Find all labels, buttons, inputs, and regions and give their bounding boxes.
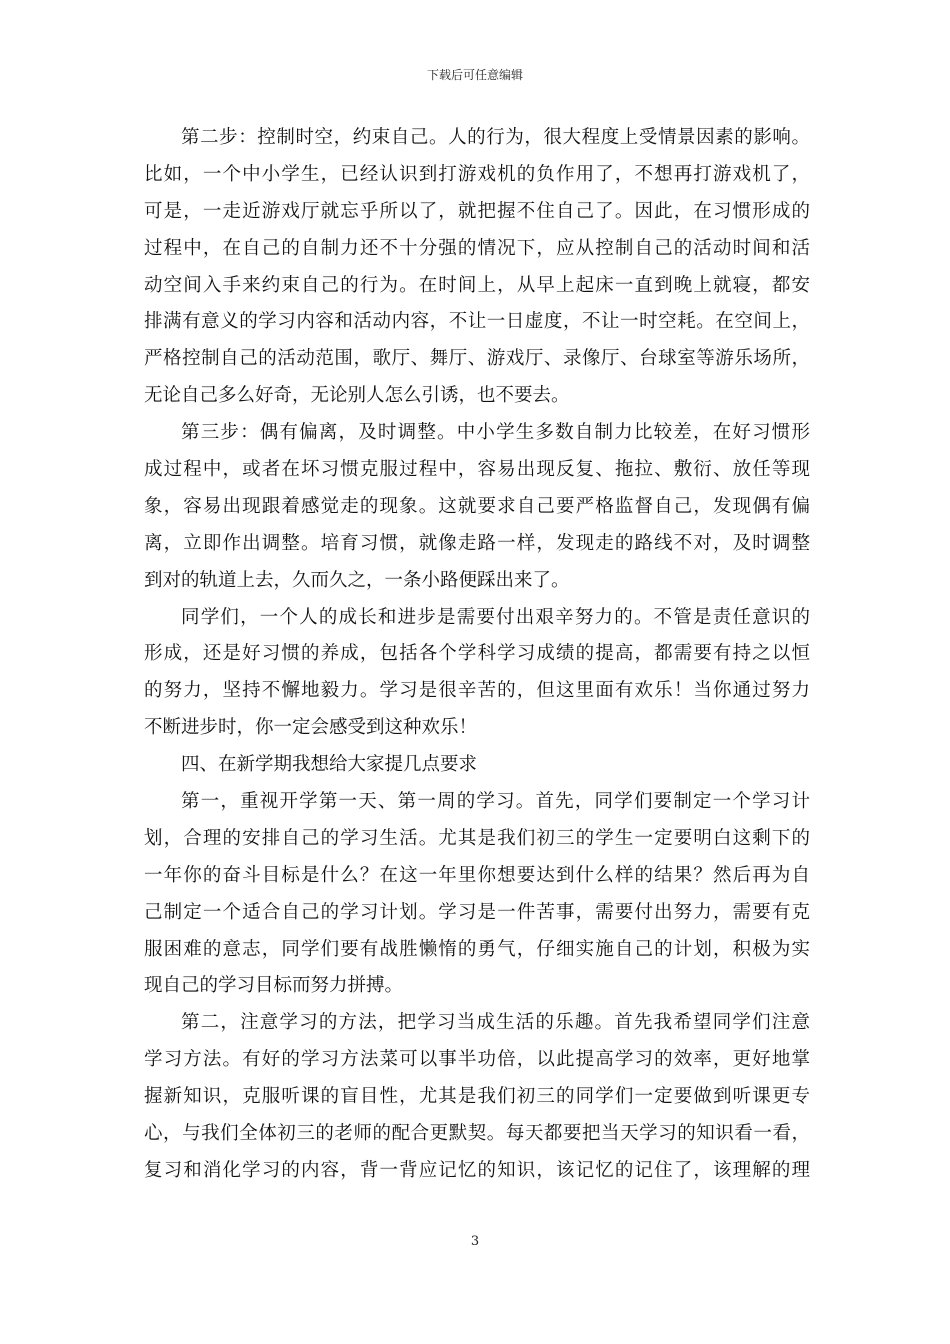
paragraph-line: 可是，一走近游戏厅就忘乎所以了，就把握不住自己了。因此，在习惯形成的 (144, 200, 810, 222)
paragraph-line: 己制定一个适合自己的学习计划。学习是一件苦事，需要付出努力，需要有克 (144, 901, 810, 923)
paragraph-line: 比如，一个中小学生，已经认识到打游戏机的负作用了，不想再打游戏机了， (144, 163, 810, 185)
paragraph-line: 不断进步时，你一定会感受到这种欢乐！ (144, 717, 478, 739)
paragraph-line: 排满有意义的学习内容和活动内容，不让一日虚度，不让一时空耗。在空间上， (144, 311, 810, 333)
paragraph-line: 过程中，在自己的自制力还不十分强的情况下，应从控制自己的活动时间和活 (144, 237, 810, 259)
page-number: 3 (470, 1234, 480, 1249)
paragraph-line: 象，容易出现跟着感觉走的现象。这就要求自己要严格监督自己，发现偶有偏 (144, 495, 810, 517)
paragraph-line: 第三步：偶有偏离，及时调整。中小学生多数自制力比较差，在好习惯形 (181, 422, 810, 444)
paragraph-line: 服困难的意志，同学们要有战胜懒惰的勇气，仔细实施自己的计划，积极为实 (144, 938, 810, 960)
paragraph-line: 到对的轨道上去，久而久之，一条小路便踩出来了。 (144, 569, 570, 591)
paragraph-line: 无论自己多么好奇，无论别人怎么引诱，也不要去。 (144, 385, 570, 407)
paragraph-line: 同学们，一个人的成长和进步是需要付出艰辛努力的。不管是责任意识的 (181, 606, 810, 628)
paragraph-line: 握新知识，克服听课的盲目性，尤其是我们初三的同学们一定要做到听课更专 (144, 1086, 810, 1108)
paragraph-line: 形成，还是好习惯的养成，包括各个学科学习成绩的提高，都需要有持之以恒 (144, 643, 810, 665)
paragraph-line: 学习方法。有好的学习方法菜可以事半功倍，以此提高学习的效率，更好地掌 (144, 1049, 810, 1071)
paragraph-line: 离，立即作出调整。培育习惯，就像走路一样，发现走的路线不对，及时调整 (144, 532, 810, 554)
paragraph-line: 严格控制自己的活动范围，歌厅、舞厅、游戏厅、录像厅、台球室等游乐场所， (144, 348, 810, 370)
section-heading: 四、在新学期我想给大家提几点要求 (181, 754, 478, 776)
paragraph-line: 划，合理的安排自己的学习生活。尤其是我们初三的学生一定要明白这剩下的 (144, 827, 810, 849)
paragraph-line: 第二，注意学习的方法，把学习当成生活的乐趣。首先我希望同学们注意 (181, 1012, 810, 1034)
paragraph-line: 的努力，坚持不懈地毅力。学习是很辛苦的，但这里面有欢乐！当你通过努力 (144, 680, 810, 702)
paragraph-line: 现自己的学习目标而努力拼搏。 (144, 975, 404, 997)
page-header: 下载后可任意编辑 (426, 68, 523, 82)
paragraph-line: 第一，重视开学第一天、第一周的学习。首先，同学们要制定一个学习计 (181, 791, 810, 813)
paragraph-line: 复习和消化学习的内容，背一背应记忆的知识，该记忆的记住了，该理解的理 (144, 1159, 810, 1181)
paragraph-line: 第二步：控制时空，约束自己。人的行为，很大程度上受情景因素的影响。 (181, 127, 810, 148)
document-body (144, 120, 810, 1190)
paragraph-line: 动空间入手来约束自己的行为。在时间上，从早上起床一直到晚上就寝，都安 (144, 274, 810, 296)
paragraph-line: 心，与我们全体初三的老师的配合更默契。每天都要把当天学习的知识看一看， (144, 1123, 810, 1145)
paragraph-line: 成过程中，或者在坏习惯克服过程中，容易出现反复、拖拉、敷衍、放任等现 (144, 459, 810, 481)
paragraph-line: 一年你的奋斗目标是什么？在这一年里你想要达到什么样的结果？然后再为自 (144, 864, 810, 886)
